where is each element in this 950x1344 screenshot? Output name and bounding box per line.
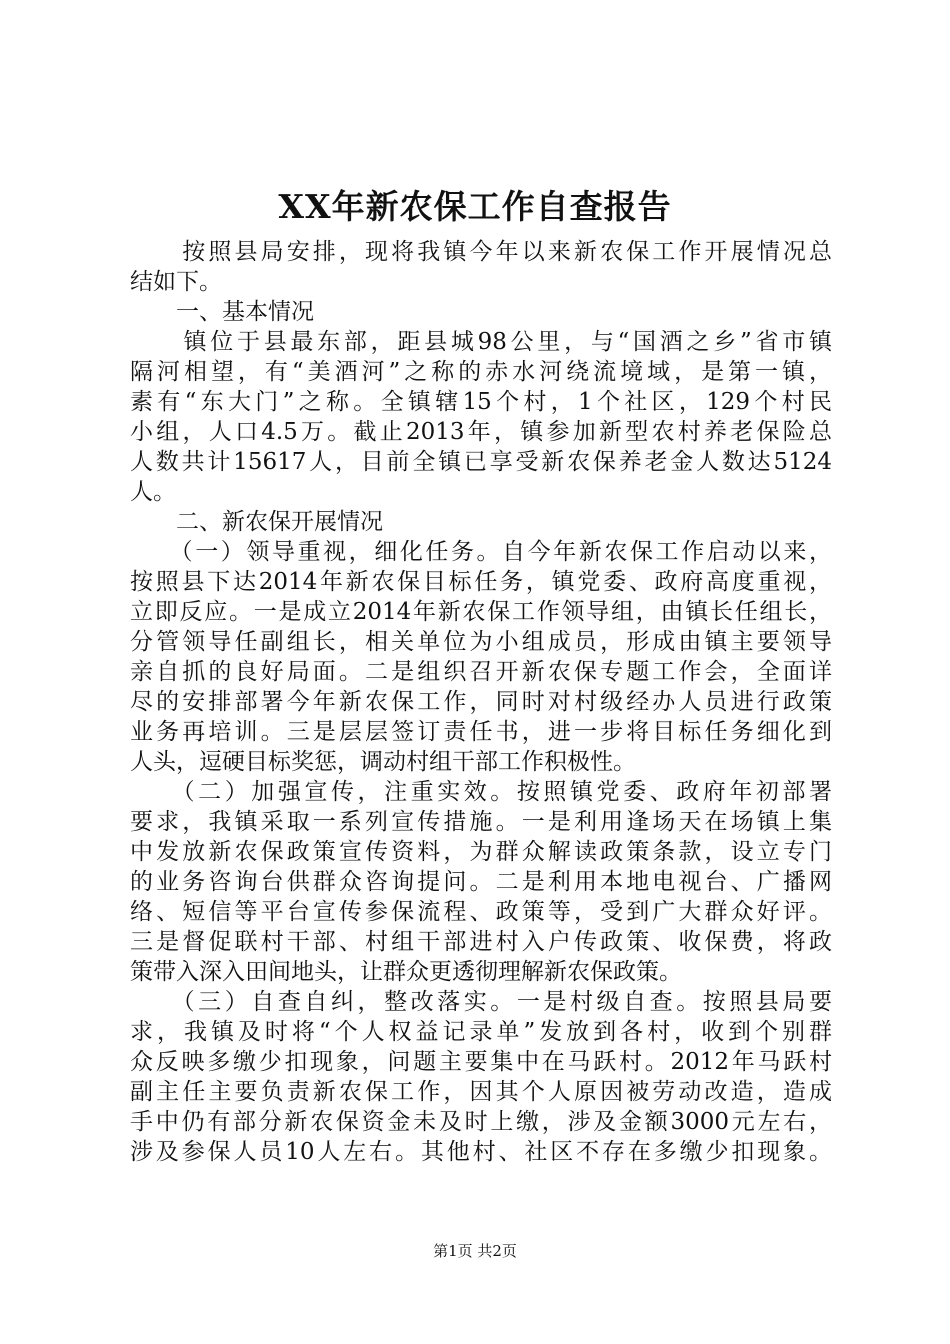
text-line: 分管领导任副组长，相关单位为小组成员，形成由镇主要领导 bbox=[130, 629, 832, 655]
text-line: 要求，我镇采取一系列宣传措施。一是利用逢场天在场镇上集 bbox=[130, 809, 832, 835]
text-line: 立即反应。一是成立2014年新农保工作领导组，由镇长任组长， bbox=[130, 599, 832, 625]
text-line: 副主任主要负责新农保工作，因其个人原因被劳动改造，造成 bbox=[130, 1079, 832, 1105]
text-line: 小组，人口4.5万。截止2013年，镇参加新型农村养老保险总 bbox=[130, 419, 832, 445]
page-title: XX年新农保工作自查报告 bbox=[278, 187, 672, 226]
text-line: 结如下。 bbox=[130, 269, 222, 295]
text-line: 一、基本情况 bbox=[130, 299, 314, 325]
text-line: 络、短信等平台宣传参保流程、政策等，受到广大群众好评。 bbox=[130, 899, 832, 925]
text-line: 手中仍有部分新农保资金未及时上缴，涉及金额3000元左右， bbox=[130, 1109, 832, 1135]
text-line: 业务再培训。三是层层签订责任书，进一步将目标任务细化到 bbox=[130, 719, 832, 745]
body-text bbox=[130, 237, 832, 1167]
text-line: 尽的安排部署今年新农保工作，同时对村级经办人员进行政策 bbox=[130, 689, 832, 715]
text-line: 众反映多缴少扣现象，问题主要集中在马跃村。2012年马跃村 bbox=[130, 1049, 832, 1075]
text-line: 中发放新农保政策宣传资料，为群众解读政策条款，设立专门 bbox=[130, 839, 832, 865]
text-line: 亲自抓的良好局面。二是组织召开新农保专题工作会，全面详 bbox=[130, 659, 832, 685]
text-line: 按照县局安排，现将我镇今年以来新农保工作开展情况总 bbox=[130, 239, 832, 265]
text-line: 人数共计15617人，目前全镇已享受新农保养老金人数达5124 bbox=[130, 449, 832, 475]
text-line: 求，我镇及时将“个人权益记录单”发放到各村，收到个别群 bbox=[130, 1019, 832, 1045]
text-line: 按照县下达2014年新农保目标任务，镇党委、政府高度重视， bbox=[130, 569, 832, 595]
text-line: 涉及参保人员10人左右。其他村、社区不存在多缴少扣现象。 bbox=[130, 1139, 832, 1165]
text-line: 素有“东大门”之称。全镇辖15个村，1个社区，129个村民 bbox=[130, 389, 832, 415]
text-line: 的业务咨询台供群众咨询提问。二是利用本地电视台、广播网 bbox=[130, 869, 832, 895]
text-line: 镇位于县最东部，距县城98公里，与“国酒之乡”省市镇 bbox=[130, 329, 832, 355]
text-line: 人。 bbox=[130, 479, 176, 505]
text-line: （二）加强宣传，注重实效。按照镇党委、政府年初部署 bbox=[130, 779, 832, 805]
text-line: 二、新农保开展情况 bbox=[130, 509, 383, 535]
text-line: （一）领导重视，细化任务。自今年新农保工作启动以来， bbox=[130, 539, 832, 565]
text-line: 策带入深入田间地头，让群众更透彻理解新农保政策。 bbox=[130, 959, 682, 985]
text-line: 人头，逗硬目标奖惩，调动村组干部工作积极性。 bbox=[130, 749, 636, 775]
text-line: （三）自查自纠，整改落实。一是村级自查。按照县局要 bbox=[130, 989, 832, 1015]
text-line: 隔河相望，有“美酒河”之称的赤水河绕流境域，是第一镇， bbox=[130, 359, 832, 385]
text-line: 三是督促联村干部、村组干部进村入户传政策、收保费，将政 bbox=[130, 929, 832, 955]
page-footer: 第1页 共2页 bbox=[433, 1242, 517, 1260]
